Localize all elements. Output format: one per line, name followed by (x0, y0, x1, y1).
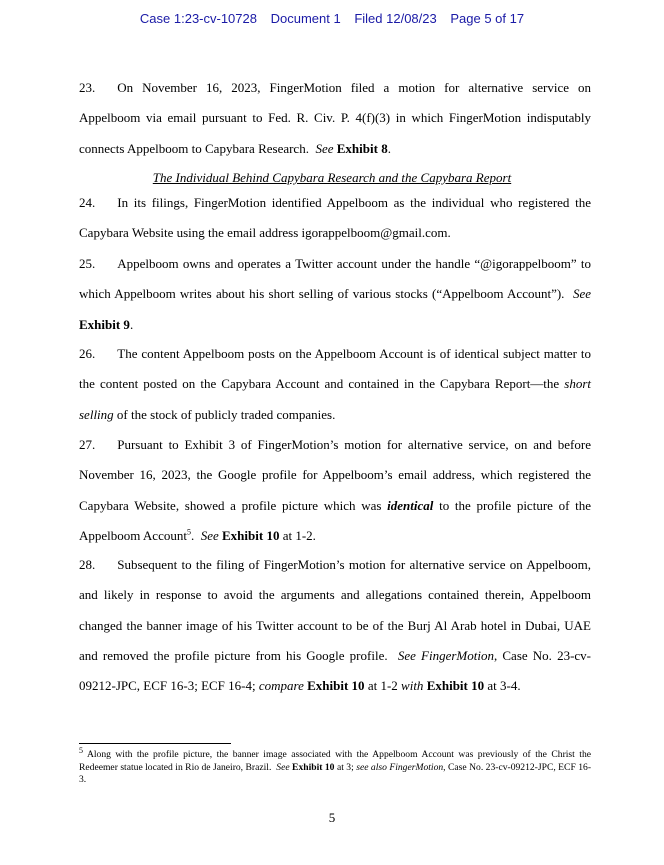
exhibit-ref: Exhibit 8 (336, 140, 388, 156)
paragraph-number: 26. (79, 346, 96, 361)
footnote-number: 5 (79, 745, 83, 755)
paragraph-24: 24. In its filings, FingerMotion identified Appelboom as the individual who registered the Capybara Website using the email address igorappelboom@gmail.com. (79, 188, 591, 249)
paragraph-27: 27. Pursuant to Exhibit 3 of FingerMotion’s motion for alternative service, on and before November 16, 2023, the Google profile for Appelboom’s email address, which registered the Capybara Website, showed a profile picture which was identical to the profile picture of the Appelboom Account$^5$. See Exhibit 10 at 1-2. (79, 430, 591, 551)
paragraph-number: 27. (79, 437, 96, 452)
case-number: Case 1:23-cv-10728 (139, 11, 257, 26)
filed-date: Filed 12/08/23 (354, 11, 437, 26)
page-indicator: Page 5 of 17 (450, 11, 525, 26)
paragraph-number: 23. (79, 80, 96, 95)
exhibit-ref: Exhibit 9 (79, 316, 130, 332)
paragraph-23: 23. On November 16, 2023, FingerMotion filed a motion for alternative service on Appelboom via email pursuant to Fed. R. Civ. P. 4(f)(3) in which FingerMotion indisputably connects Appelboom to Capybara Research. See Exhibit 8. (79, 73, 591, 164)
exhibit-ref: Exhibit 10 (292, 761, 335, 773)
footnote-5: $^5$ Along with the profile picture, the banner image associated with the Appelboom Account was previously of the Christ the Redeemer statue located in Rio de Janeiro, Brazil. See Exhibit 10 at 3; see also FingerMotion, Case No. 23-cv-09212-JPC, ECF 16-3. (79, 745, 592, 785)
document-number: Document 1 (270, 11, 341, 26)
section-heading: The Individual Behind Capybara Research and the Capybara Report (152, 170, 512, 185)
paragraph-number: 28. (79, 557, 96, 572)
footnote-divider (79, 743, 231, 744)
paragraph-25: 25. Appelboom owns and operates a Twitter account under the handle “@igorappelboom” to which Appelboom writes about his short selling of various stocks (“Appelboom Account”). See Exhibit 9. (79, 249, 591, 340)
paragraph-number: 24. (79, 195, 96, 210)
page-number: 5 (328, 810, 336, 825)
footnote-ref: 5 (186, 527, 191, 537)
exhibit-ref: Exhibit 10 (222, 527, 280, 543)
paragraph-26: 26. The content Appelboom posts on the Appelboom Account is of identical subject matter to the content posted on the Capybara Account and contained in the Capybara Report—the short selling of the stock of publicly traded companies. (79, 339, 591, 430)
exhibit-ref: Exhibit 10 (307, 678, 365, 694)
paragraph-28: 28. Subsequent to the filing of FingerMotion’s motion for alternative service on Appelboom, and likely in response to avoid the arguments and allegations contained therein, Appelboom changed the banner image of his Twitter account to be of the Burj Al Arab hotel in Dubai, UAE and removed the profile picture from his Google profile. See FingerMotion, Case No. 23-cv-09212-JPC, ECF 16-3; ECF 16-4; compare Exhibit 10 at 1-2 with Exhibit 10 at 3-4. (79, 550, 591, 701)
ecf-header (0, 11, 664, 26)
paragraph-number: 25. (79, 256, 96, 271)
exhibit-ref: Exhibit 10 (426, 678, 485, 694)
